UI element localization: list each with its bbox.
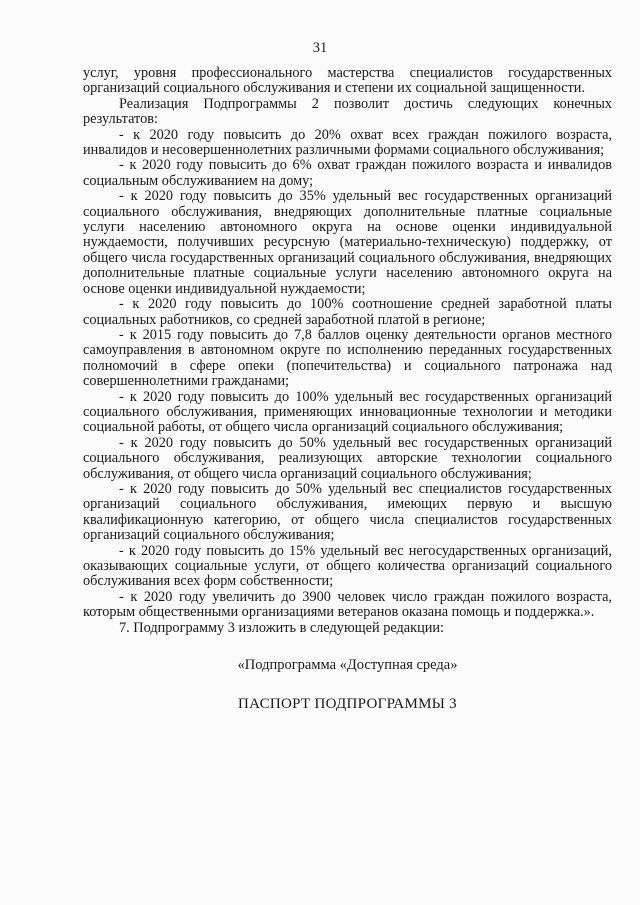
result-item: - к 2020 году повысить до 15% удельный вес негосударственных организаций, оказывающих социальные услуги, от общего количества организаций социального обслуживания всех форм собственности; (83, 542, 612, 590)
result-item: - к 2020 году повысить до 6% охват граждан пожилого возраста и инвалидов социальным обслуживанием на дому; (83, 157, 612, 189)
subprogram-title: «Подпрограмма «Доступная среда» (237, 657, 458, 674)
result-item: - к 2020 году повысить до 35% удельный вес государственных организаций социального обслуживания, внедряющих дополнительные платные социальные услуги населению автономного округа на основе оценки индивидуальной нуждаемости, получивших ресурсную (материально-техническую) поддержку, от общего числа государственных организаций социального обслуживания, внедряющих дополнительные платные социальные услуги населению автономного округа на основе оценки индивидуальной нуждаемости; (83, 188, 612, 297)
passport-heading: ПАСПОРТ ПОДПРОГРАММЫ 3 (238, 696, 457, 713)
paragraph-continuation: услуг, уровня профессионального мастерства специалистов государственных организаций социального обслуживания и степени их социальной защищенности. (83, 65, 612, 97)
result-item: - к 2020 году повысить до 20% охват всех граждан пожилого возраста, инвалидов и несовершеннолетних различными формами социального обслуживания; (83, 126, 612, 159)
result-item: - к 2020 году увеличить до 3900 человек число граждан пожилого возраста, которым общественными организациями ветеранов оказана помощь и поддержка.». (83, 588, 612, 621)
paragraph-results-intro: Реализация Подпрограммы 2 позволит достичь следующих конечных результатов: (83, 95, 612, 128)
result-item: - к 2020 году повысить до 100% соотношение средней заработной платы социальных работников, со средней заработной платой в регионе; (83, 296, 612, 328)
result-item: - к 2020 году повысить до 50% удельный вес государственных организаций социального обслуживания, реализующих авторские технологии социального обслуживания, от общего числа организаций социального обслуживания; (83, 434, 612, 482)
result-item: - к 2020 году повысить до 50% удельный вес специалистов государственных организаций социального обслуживания, имеющих первую и высшую квалификационную категорию, от общего числа специалистов государственных организаций социального обслуживания; (83, 480, 612, 544)
result-item: - к 2015 году повысить до 7,8 баллов оценку деятельности органов местного самоуправления в автономном округе по исполнению переданных государственных полномочий в сфере опеки (попечительства) и социального патронажа над совершеннолетними гражданами; (83, 326, 612, 390)
page-number: 31 (312, 40, 328, 56)
document-body (83, 66, 612, 713)
result-item: - к 2020 году повысить до 100% удельный вес государственных организаций социального обслуживания, применяющих инновационные технологии и методики социальной работы, от общего числа организаций социального обслуживания; (83, 388, 612, 436)
paragraph-amendment-7: 7. Подпрограмму 3 изложить в следующей редакции: (119, 619, 445, 636)
